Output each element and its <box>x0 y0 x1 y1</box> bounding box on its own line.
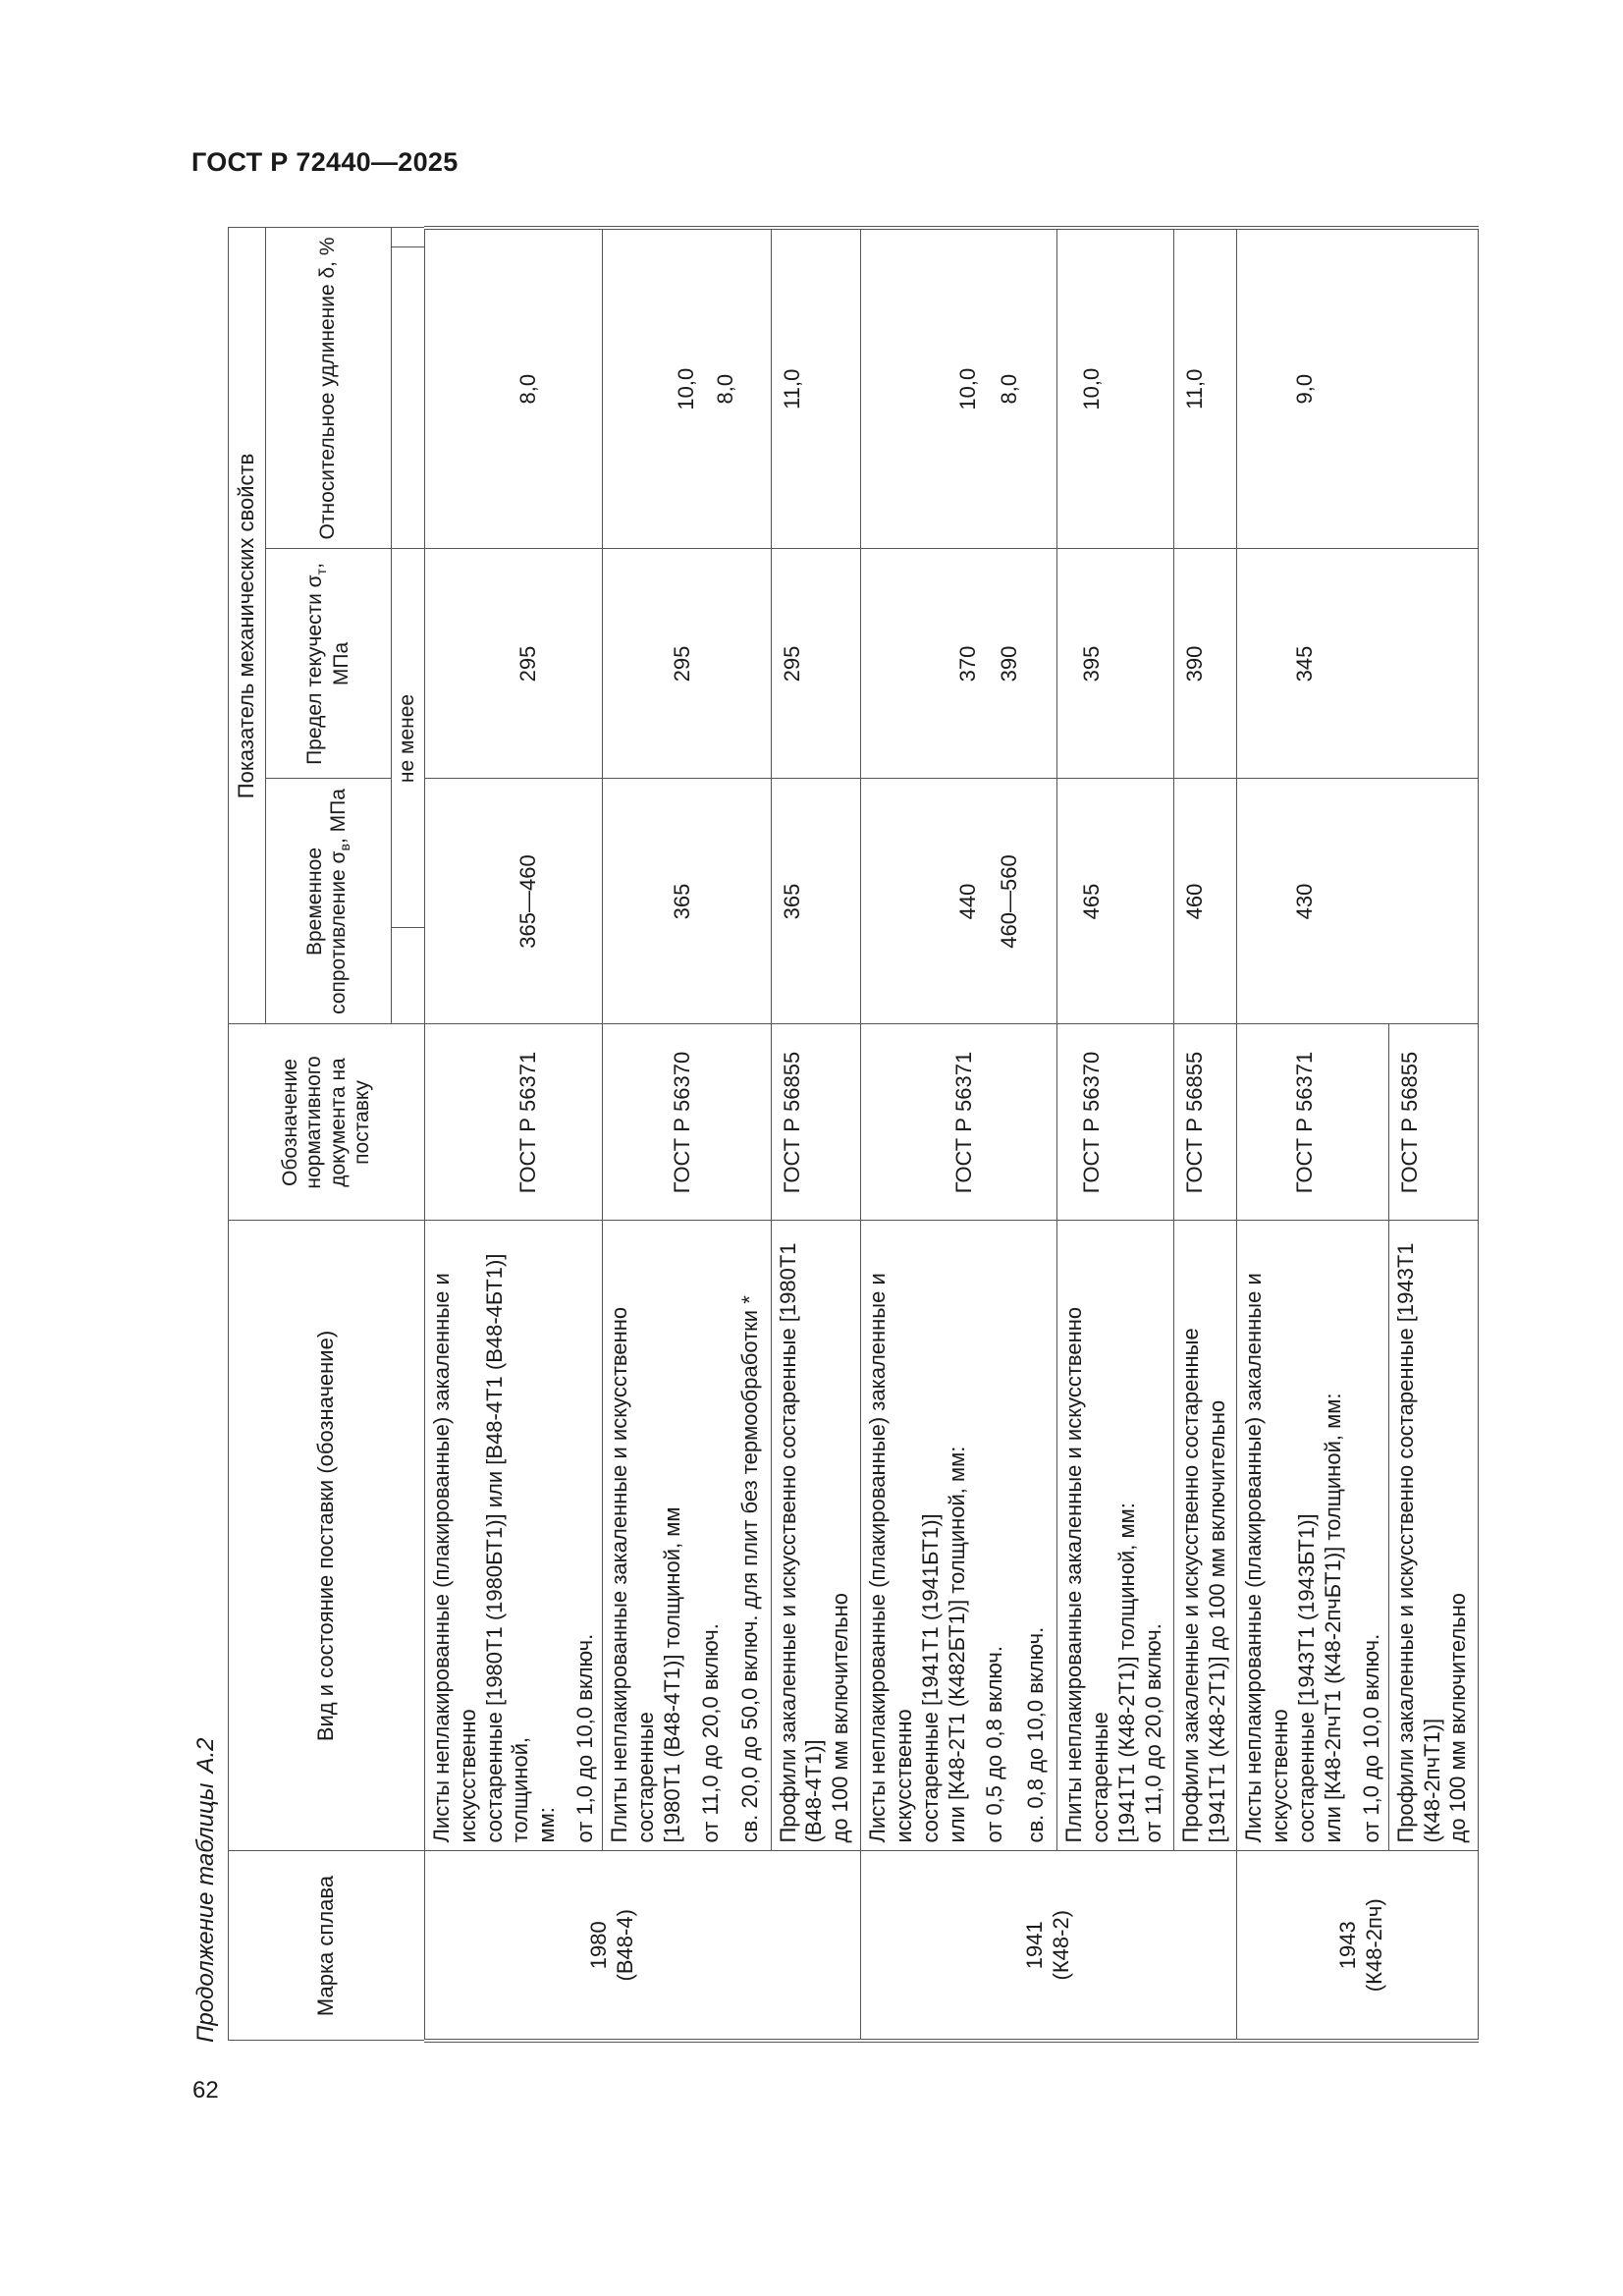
doc-r7: ГОСТ Р 56371 <box>1292 1051 1318 1194</box>
supply-r1-line3: мм: <box>534 1807 560 1843</box>
elong-r1-cell <box>425 228 603 549</box>
supply-r4-line1: Листы неплакированные (плакированные) закаленные и искусственно <box>865 1273 916 1843</box>
alloy-1941-alt: (К48-2) <box>1048 1910 1073 1981</box>
supply-r2-range-b: св. 20,0 до 50,0 включ. для плит без термообработки * <box>736 1295 762 1843</box>
yield-r5: 395 <box>1079 645 1105 683</box>
yield-r3-cell <box>771 549 860 779</box>
elong-r4-a: 10,0 <box>955 367 981 410</box>
doc-r8: ГОСТ Р 56855 <box>1396 1051 1422 1194</box>
elong-r4-cell <box>861 228 1057 549</box>
elong-r7: 9,0 <box>1292 373 1318 405</box>
elong-r3: 11,0 <box>779 368 804 410</box>
tensile-r5-cell <box>1057 779 1173 1024</box>
yield-r1: 295 <box>515 645 540 683</box>
supply-r6 <box>1173 1221 1237 1851</box>
page-number: 62 <box>192 2077 219 2104</box>
supply-r2-line2: [1980Т1 (В48-4Т1)] толщиной, мм <box>659 1506 684 1843</box>
table-row <box>1173 228 1237 2041</box>
yield-r2-cell <box>603 549 771 779</box>
yield-r1-cell <box>425 549 603 779</box>
supply-r6-line2: [1941Т1 (К48-2Т1)] до 100 мм включительно <box>1204 1399 1229 1843</box>
header-yield-unit: , МПа <box>303 563 352 686</box>
tensile-r4-cell <box>861 779 1057 1024</box>
tensile-r6: 460 <box>1181 883 1207 920</box>
supply-r3-line2: до 100 мм включительно <box>828 1592 853 1843</box>
doc-r6-cell <box>1173 1024 1237 1221</box>
elong-r5-cell <box>1057 228 1173 549</box>
supply-r4-range-a: от 0,5 до 0,8 включ. <box>982 1645 1007 1843</box>
table-row <box>425 228 603 2041</box>
supply-r1 <box>425 1221 603 1851</box>
caption-prefix: Продолжение таблицы <box>192 1782 219 2043</box>
table-row <box>861 228 1057 2041</box>
header-elongation: Относительное удлинение δ, % <box>266 228 392 549</box>
yield-r7: 345 <box>1292 645 1318 683</box>
alloy-cell-1941 <box>861 1851 1237 2041</box>
alloy-1941: 1941 <box>1022 1921 1048 1970</box>
tensile-r2-cell <box>603 779 771 1024</box>
header-yield-label: Предел текучести σ <box>303 574 327 765</box>
tensile-r2: 365 <box>670 883 695 920</box>
tensile-r7-cell <box>1237 779 1479 1024</box>
yield-r7-cell <box>1237 549 1479 779</box>
table-row <box>1057 228 1173 2041</box>
doc-r2: ГОСТ Р 56370 <box>670 1051 695 1194</box>
doc-r2-cell <box>603 1024 771 1221</box>
supply-r8-line2: до 100 мм включительно <box>1445 1592 1471 1843</box>
tensile-r5: 465 <box>1079 883 1105 920</box>
table-caption <box>192 1738 220 2043</box>
doc-r7-cell <box>1237 1024 1388 1221</box>
header-alloy: Марка сплава <box>229 1851 425 2041</box>
header-tensile <box>266 779 392 1024</box>
table-row <box>771 228 860 2041</box>
supply-r5-line1: Плиты неплакированные закаленные и искусственно состаренные <box>1061 1306 1113 1843</box>
elong-r7-cell <box>1237 228 1479 549</box>
tensile-r3: 365 <box>779 883 804 920</box>
tensile-r7: 430 <box>1292 883 1318 920</box>
tensile-r1-cell <box>425 779 603 1024</box>
supply-r2 <box>603 1221 771 1851</box>
tensile-r4-b: 460—560 <box>997 854 1022 949</box>
tensile-r3-cell <box>771 779 860 1024</box>
yield-r5-cell <box>1057 549 1173 779</box>
alloy-1980-alt: (В48-4) <box>612 1909 637 1982</box>
doc-r5: ГОСТ Р 56370 <box>1079 1051 1105 1194</box>
doc-r3-cell <box>771 1024 860 1221</box>
supply-r4-line2: состаренные [1941Т1 (1941БТ1)] <box>917 1513 943 1843</box>
header-tensile-sub: в <box>337 844 353 851</box>
header-normdoc: Обозначение нормативного документа на поставку <box>229 1024 425 1221</box>
alloy-cell-1943 <box>1237 1851 1479 2041</box>
yield-r4-a: 370 <box>955 645 981 683</box>
doc-r4-cell <box>861 1024 1057 1221</box>
table-row <box>603 228 771 2041</box>
supply-r7-line3: или [К48-2пчТ1 (К48-2пчБТ1)] толщиной, мм: <box>1320 1393 1345 1843</box>
elong-r2-b: 8,0 <box>713 373 738 405</box>
doc-r4: ГОСТ Р 56371 <box>951 1051 977 1194</box>
tensile-r1: 365—460 <box>515 854 540 949</box>
document-id: ГОСТ Р 72440—2025 <box>191 147 459 177</box>
header-empty-1 <box>392 928 425 1024</box>
supply-r4 <box>861 1221 1057 1851</box>
supply-r1-line2: состаренные [1980Т1 (1980БТ1)] или [В48-4Т1 (В48-4БТ1)] толщиной, <box>481 1253 533 1843</box>
header-yield <box>266 549 392 779</box>
supply-r6-line1: Профили закаленные и искусственно состаренные <box>1177 1328 1203 1843</box>
supply-r7-line1: Листы неплакированные (плакированные) закаленные и искусственно <box>1241 1273 1293 1843</box>
supply-r1-range: от 1,0 до 10,0 включ. <box>572 1633 598 1843</box>
supply-r7-range: от 1,0 до 10,0 включ. <box>1358 1633 1383 1843</box>
doc-r1: ГОСТ Р 56371 <box>515 1051 540 1194</box>
tensile-r4-a: 440 <box>955 883 981 920</box>
alloy-1980: 1980 <box>586 1921 611 1970</box>
header-tensile-label: Временное сопротивление σ <box>303 847 351 1014</box>
alloy-cell-1980 <box>425 1851 861 2041</box>
supply-r7 <box>1237 1221 1388 1851</box>
supply-r8 <box>1388 1221 1478 1851</box>
elong-r2-a: 10,0 <box>674 367 699 410</box>
elong-r2-cell <box>603 228 771 549</box>
caption-number: А.2 <box>192 1737 219 1774</box>
supply-r4-range-b: св. 0,8 до 10,0 включ. <box>1023 1626 1049 1843</box>
supply-r4-line3: или [К48-2Т1 (К482БТ1)] толщиной, мм: <box>944 1446 969 1843</box>
supply-r5-line3: от 11,0 до 20,0 включ. <box>1140 1623 1165 1843</box>
header-empty-3 <box>392 228 425 247</box>
doc-r1-cell <box>425 1024 603 1221</box>
header-empty-2 <box>392 247 425 549</box>
supply-r2-line1: Плиты неплакированные закаленные и искусственно состаренные <box>607 1306 658 1843</box>
elong-r6-cell <box>1173 228 1237 549</box>
doc-r3: ГОСТ Р 56855 <box>779 1051 804 1194</box>
alloy-1943: 1943 <box>1335 1921 1361 1970</box>
elong-r4-b: 8,0 <box>997 373 1022 405</box>
tensile-r6-cell <box>1173 779 1237 1024</box>
doc-r6: ГОСТ Р 56855 <box>1181 1051 1207 1194</box>
rotated-table-page <box>192 226 1488 2043</box>
supply-r5 <box>1057 1221 1173 1851</box>
mechanical-properties-table <box>228 226 1479 2043</box>
doc-r8-cell <box>1388 1024 1478 1221</box>
header-tensile-unit: , МПа <box>327 789 351 845</box>
supply-r3 <box>771 1221 860 1851</box>
elong-r6: 11,0 <box>1181 368 1207 410</box>
yield-r3: 295 <box>779 645 804 683</box>
supply-r7-line2: состаренные [1943Т1 (1943БТ1)] <box>1294 1513 1320 1843</box>
supply-r3-line1: Профили закаленные и искусственно состаренные [1980Т1 (В48-4Т1)] <box>775 1242 827 1843</box>
doc-r5-cell <box>1057 1024 1173 1221</box>
supply-r2-range-a: от 11,0 до 20,0 включ. <box>697 1623 723 1843</box>
supply-r5-line2: [1941Т1 (К48-2Т1)] толщиной, мм: <box>1114 1503 1140 1843</box>
header-supply: Вид и состояние поставки (обозначение) <box>229 1221 425 1851</box>
header-yield-sub: т <box>313 568 330 575</box>
elong-r3-cell <box>771 228 860 549</box>
table-row <box>1237 228 1388 2041</box>
yield-r6: 390 <box>1181 645 1207 683</box>
header-mechanical-group: Показатель механических свойств <box>229 228 266 1024</box>
alloy-1943-alt: (К48-2пч) <box>1362 1898 1387 1993</box>
yield-r2: 295 <box>670 645 695 683</box>
yield-r4-cell <box>861 549 1057 779</box>
elong-r5: 10,0 <box>1079 367 1105 410</box>
supply-r1-line1: Листы неплакированные (плакированные) закаленные и искусственно <box>429 1273 480 1843</box>
elong-r1: 8,0 <box>515 373 540 405</box>
yield-r6-cell <box>1173 549 1237 779</box>
header-not-less: не менее <box>392 549 425 928</box>
supply-r8-line1: Профили закаленные и искусственно состаренные [1943Т1 (К48-2пчТ1)] <box>1392 1242 1444 1843</box>
yield-r4-b: 390 <box>997 645 1022 683</box>
